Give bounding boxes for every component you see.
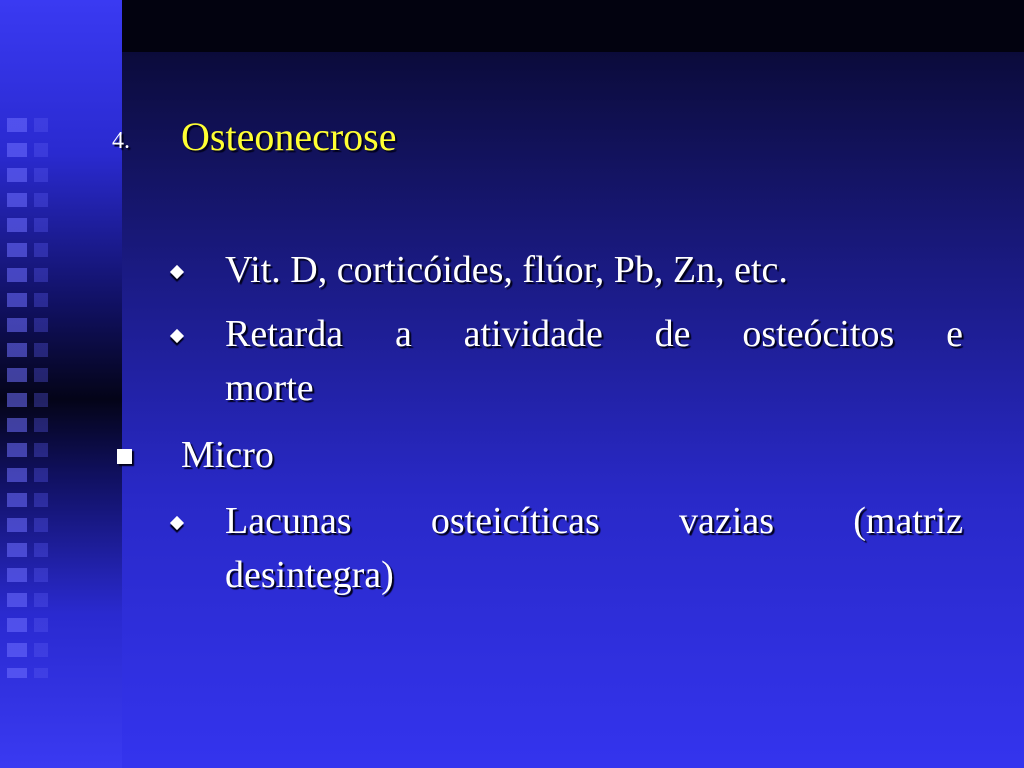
slide-heading: Osteonecrose xyxy=(181,114,397,159)
diamond-bullet-icon xyxy=(170,265,184,279)
bullet-item-text: Micro xyxy=(181,434,274,476)
bullet-item-text-line2: morte xyxy=(225,367,314,409)
bullet-item-text-line1: Retarda a atividade de osteócitos e xyxy=(225,313,963,355)
list-number: 4. xyxy=(112,128,130,154)
bullet-item-text-line2: desintegra) xyxy=(225,554,394,596)
diamond-bullet-icon xyxy=(170,516,184,530)
diamond-bullet-icon xyxy=(170,329,184,343)
bullet-item-text-line1: Lacunas osteicíticas vazias (matriz xyxy=(225,500,963,542)
top-dark-band xyxy=(122,0,1024,52)
square-bullet-icon xyxy=(117,449,132,464)
bullet-item-text: Vit. D, corticóides, flúor, Pb, Zn, etc. xyxy=(225,249,788,291)
decorative-square-column-secondary xyxy=(34,118,48,678)
decorative-square-column xyxy=(7,118,27,678)
